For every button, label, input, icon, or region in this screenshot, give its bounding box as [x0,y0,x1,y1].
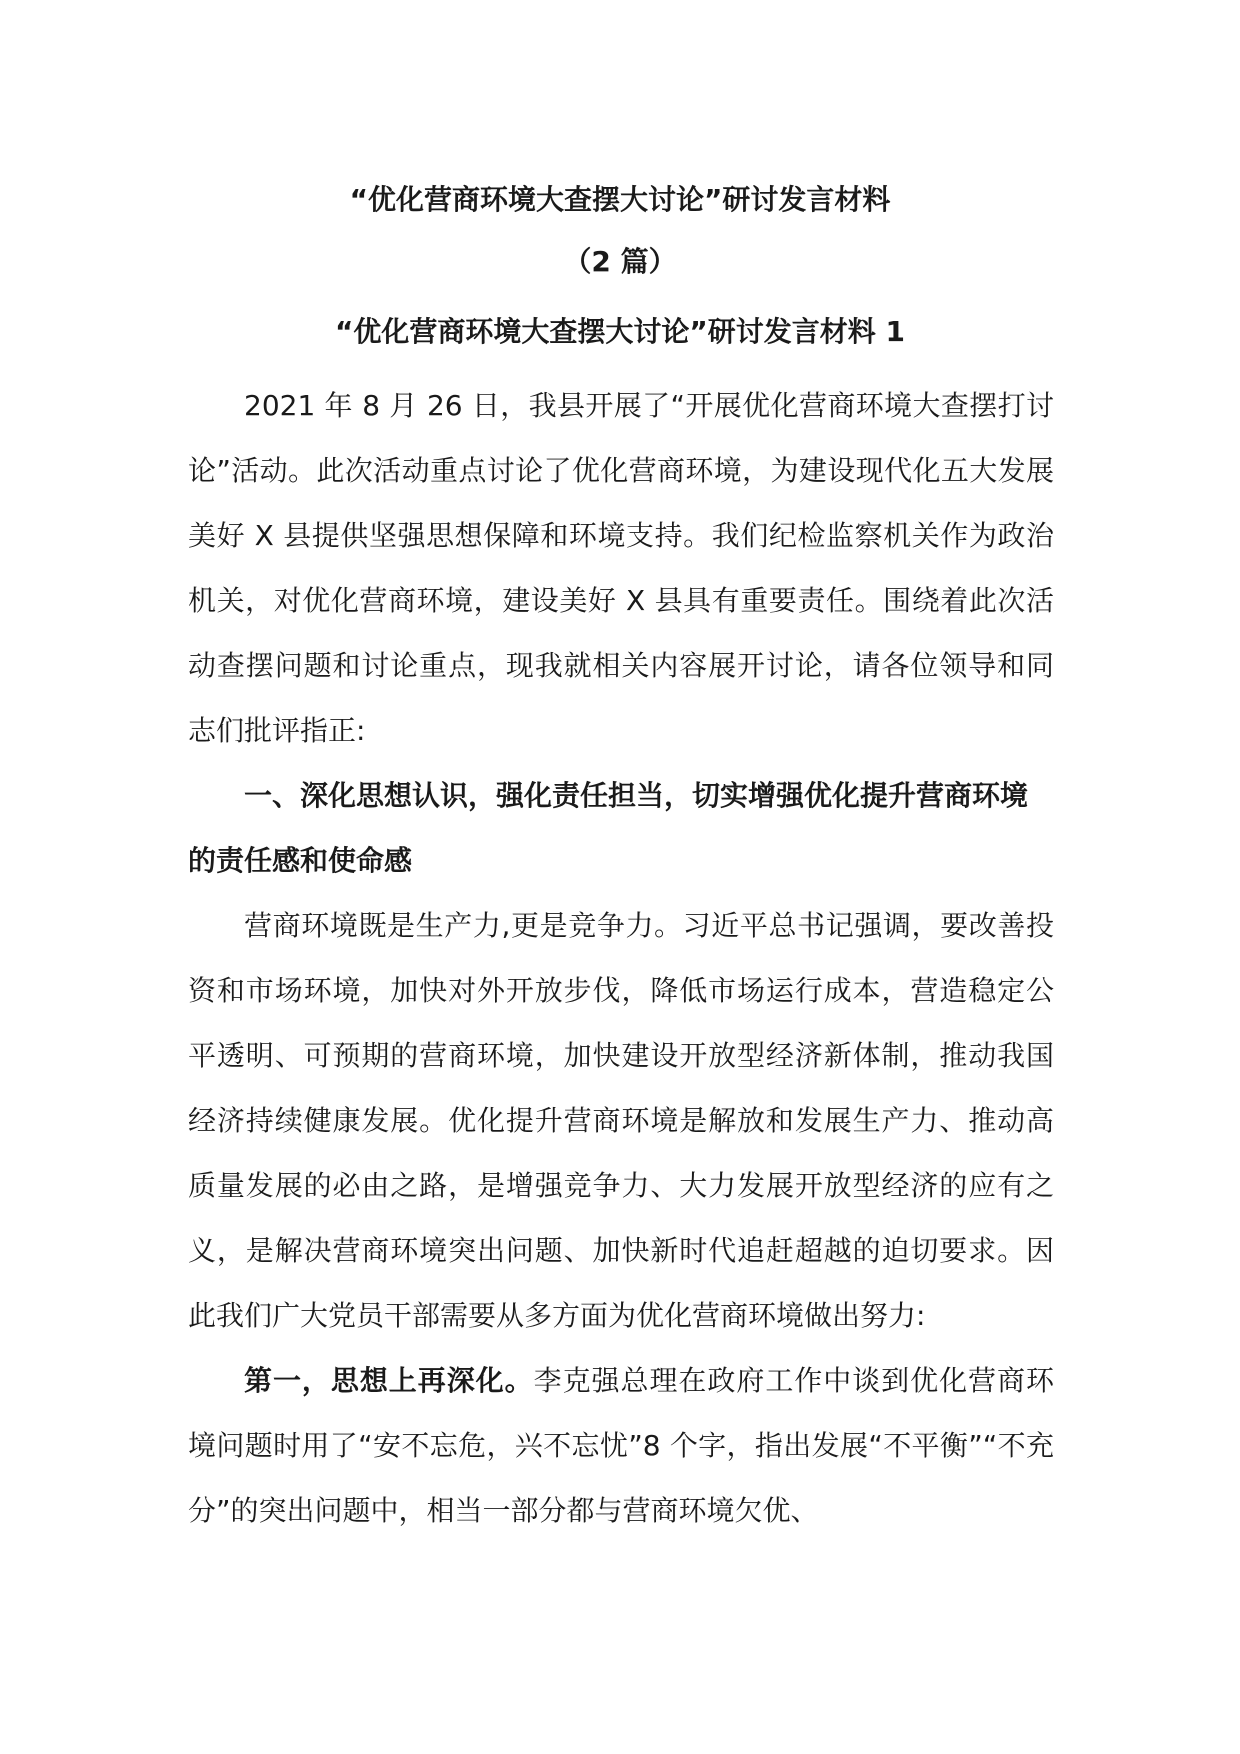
paragraph-business-environment: 营商环境既是生产力,更是竞争力。习近平总书记强调，要改善投资和市场环境，加快对外开放步伐，降低市场运行成本，营造稳定公平透明、可预期的营商环境，加快建设开放型经济新体制，推动我国经济持续健康发展。优化提升营商环境是解放和发展生产力、推动高质量发展的必由之路，是增强竞争力、大力发展开放型经济的应有之义，是解决营商环境突出问题、加快新时代追赶超越的迫切要求。因此我们广大党员干部需要从多方面为优化营商环境做出努力: [188,909,1054,1332]
paragraph-intro: 2021 年 8 月 26 日，我县开展了“开展优化营商环境大查摆打讨论”活动。此次活动重点讨论了优化营商环境，为建设现代化五大发展美好 X 县提供坚强思想保障和环境支持。我们纪检监察机关作为政治机关，对优化营商环境，建设美好 X 县具有重要责任。围绕着此次活动查摆问题和讨论重点，现我就相关内容展开讨论，请各位领导和同志们批评指正: [188,389,1054,747]
paragraph-lead-text: 第一，思想上再深化。 [244,1364,534,1397]
document-subtitle: （2 篇） [563,245,677,278]
paragraph-first-point [188,1348,1054,1543]
section-title: “优化营商环境大查摆大讨论”研讨发言材料 1 [334,315,906,348]
document-title: “优化营商环境大查摆大讨论”研讨发言材料 [349,183,891,216]
document-body [188,373,1054,1543]
section-heading-1: 一、深化思想认识，强化责任担当，切实增强优化提升营商环境的责任感和使命感 [188,779,1029,877]
paragraph-body-text: 李克强总理在政府工作中谈到优化营商环境问题时用了“安不忘危，兴不忘忧”8 个字，指出发展“不平衡”“不充分”的突出问题中，相当一部分都与营商环境欠优、 [188,1364,1054,1527]
